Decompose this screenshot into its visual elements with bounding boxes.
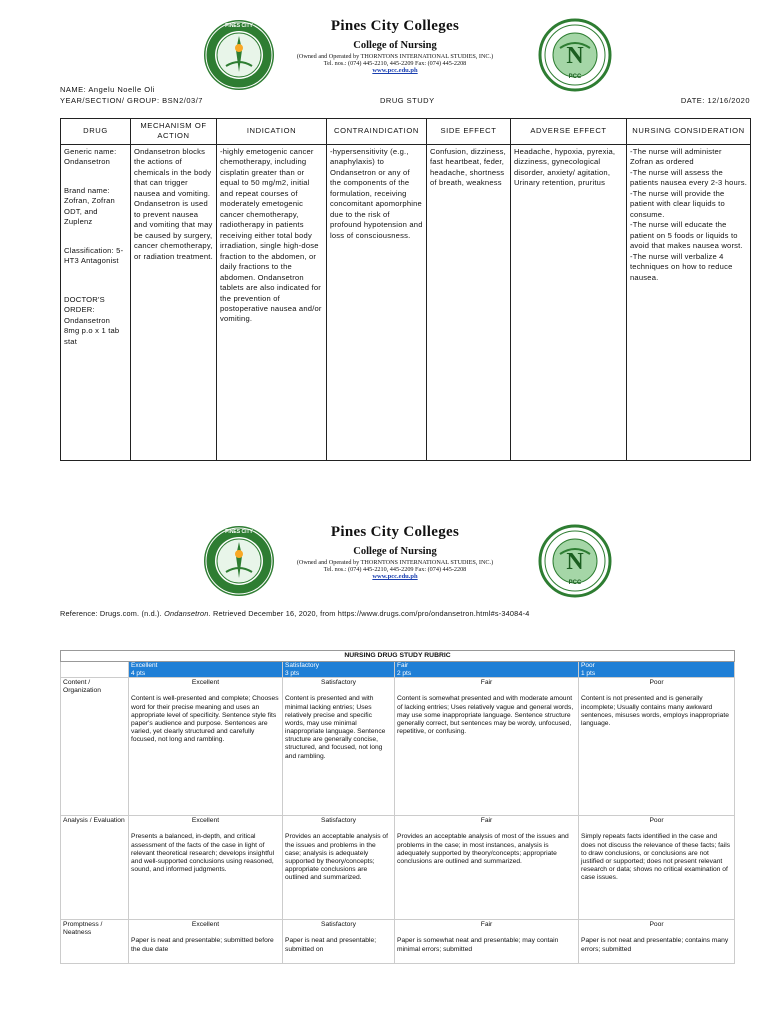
classification: Classification: 5-HT3 Antagonist	[64, 245, 124, 266]
student-name: NAME: Angelu Noelle Oli	[60, 85, 155, 94]
reference-citation	[60, 609, 530, 618]
reference-prefix: Reference: Drugs.com. (n.d.).	[60, 609, 165, 618]
reference-title: Ondansetron	[164, 609, 209, 618]
adverse-effect-cell: Headache, hypoxia, pyrexia, dizziness, gynecological disorder, anxiety/ agitation, Urinary retention, pruritus	[511, 144, 627, 460]
owned-by-text: (Owned and Operated by THORNTONS INTERNATIONAL STUDIES, INC.)	[296, 53, 494, 60]
college-of-nursing-logo	[538, 18, 612, 92]
col-header-nursing: NURSING CONSIDERATION	[627, 119, 751, 145]
mechanism-cell: Ondansetron blocks the actions of chemicals in the body that can trigger nausea and vomiting. Ondansetron is used to prevent nausea and vomiting that may be caused by surgery, cancer chemotherapy, or radiation treatment.	[131, 144, 217, 460]
svg-text:PINES CITY: PINES CITY	[225, 23, 253, 29]
rubric-cell: Excellent Paper is neat and presentable; submitted before the due date	[129, 920, 283, 964]
col-header-mechanism: MECHANISM OF ACTION	[131, 119, 217, 145]
rubric-title: NURSING DRUG STUDY RUBRIC	[61, 651, 735, 662]
rubric-table	[60, 650, 735, 964]
level-excellent: Excellent 4 pts	[129, 662, 283, 678]
document-date: DATE: 12/16/2020	[680, 96, 750, 105]
table-row	[61, 920, 735, 964]
rubric-cell: Fair Paper is somewhat neat and presentable; may contain minimal errors; submitted	[395, 920, 579, 964]
contact-numbers: Tel. nos.: (074) 445-2210, 445-2209 Fax: (074) 445-2208	[323, 566, 467, 573]
website-link[interactable]: www.pcc.edu.ph	[372, 573, 418, 580]
year-section-group: YEAR/SECTION/ GROUP: BSN2/03/7	[60, 96, 203, 105]
meta-row	[60, 96, 750, 105]
brand-name: Brand name: Zofran, Zofran ODT, and Zuplenz	[64, 185, 115, 227]
generic-name: Generic name: Ondansetron	[64, 146, 117, 167]
doctors-order: DOCTOR'S ORDER: Ondansetron 8mg p.o x 1 tab stat	[64, 294, 120, 346]
department-name: College of Nursing	[353, 40, 437, 51]
svg-text:N: N	[566, 43, 584, 69]
drug-study-table	[60, 118, 751, 461]
document-title: DRUG STUDY	[380, 96, 435, 105]
page-header-2	[0, 518, 768, 608]
col-header-side-effect: SIDE EFFECT	[427, 119, 511, 145]
drug-cell	[61, 144, 131, 460]
rubric-cell: Poor Simply repeats facts identified in the case and does not discuss the relevance of these facts; fails to draw conclusions, or conclusions are not justified or supported; does not present relevant research or data; shows no critical examination of case issues.	[579, 816, 735, 920]
col-header-adverse-effect: ADVERSE EFFECT	[511, 119, 627, 145]
table-row	[61, 678, 735, 816]
table-row	[61, 816, 735, 920]
svg-text:PCC: PCC	[568, 580, 582, 586]
department-name: College of Nursing	[353, 546, 437, 557]
rubric-cell: Satisfactory Provides an acceptable analysis of the issues and problems in the case; analysis is adequately supported by theory/concepts; appropriate conclusions are outlined and summarized.	[283, 816, 395, 920]
nursing-item: -The nurse will administer Zofran as ordered	[630, 146, 722, 167]
criterion-label: Analysis / Evaluation	[61, 816, 129, 920]
college-of-nursing-logo	[538, 524, 612, 598]
rubric-levels-row	[61, 662, 735, 678]
rubric-cell: Fair Content is somewhat presented and with moderate amount of lacking entries; Uses relatively vague and general words, may use some inappropriate language. Sentence structure generally correct, but sentences may be wordy, unfocused, repetitive, or confusing.	[395, 678, 579, 816]
college-name: Pines City Colleges	[330, 18, 460, 34]
level-fair: Fair 2 pts	[395, 662, 579, 678]
reference-suffix: . Retrieved December 16, 2020, from https://www.drugs.com/pro/ondansetron.html#s-34084-4	[208, 609, 530, 618]
rubric-title-row	[61, 651, 735, 662]
level-poor: Poor 1 pts	[579, 662, 735, 678]
rubric-cell: Satisfactory Content is presented and with minimal lacking entries; Uses relatively precise and specific words, may use minimal inappropriate language. Sentence structure are generally concise, structured, and focused, not long and rambling.	[283, 678, 395, 816]
nursing-item: -The nurse will educate the patient on 5 foods or liquids to avoid that makes nausea worst.	[630, 220, 743, 251]
contraindication-cell: -hypersensitivity (e.g., anaphylaxis) to Ondansetron or any of the components of the formulation, receiving concomitant apomorphine due to the risk of profound hypotension and loss of consciousness.	[327, 144, 427, 460]
table-row	[61, 144, 751, 460]
nursing-cell	[627, 144, 751, 460]
col-header-indication: INDICATION	[217, 119, 327, 145]
rubric-cell: Poor Paper is not neat and presentable; contains many errors; submitted	[579, 920, 735, 964]
contact-numbers: Tel. nos.: (074) 445-2210, 445-2209 Fax: (074) 445-2208	[323, 60, 467, 67]
rubric-cell: Poor Content is not presented and is generally incomplete; Usually contains many awkward sentences, misuses words, employs inappropriate language.	[579, 678, 735, 816]
table-header-row	[61, 119, 751, 145]
owned-by-text: (Owned and Operated by THORNTONS INTERNATIONAL STUDIES, INC.)	[296, 559, 494, 566]
nursing-item: -The nurse will verbalize 4 techniques on how to reduce nausea.	[630, 251, 733, 282]
college-name: Pines City Colleges	[330, 524, 460, 540]
rubric-cell: Excellent Presents a balanced, in-depth, and critical assessment of the facts of the case in light of relevant theoretical research; develops insightful and well-supported conclusions using reasoned, sound, and informed judgments.	[129, 816, 283, 920]
nursing-item: -The nurse will assess the patients nausea every 2-3 hours.	[630, 167, 747, 188]
rubric-cell: Excellent Content is well-presented and complete; Chooses word for their precise meaning and uses an appropriate level of specificity. Sentence style fits paper's audience and purpose. Sentences are varied, yet clearly structured and carefully focused, not long and rambling.	[129, 678, 283, 816]
website-link[interactable]: www.pcc.edu.ph	[372, 67, 418, 74]
col-header-contraindication: CONTRAINDICATION	[327, 119, 427, 145]
level-satisfactory: Satisfactory 3 pts	[283, 662, 395, 678]
svg-text:N: N	[566, 549, 584, 575]
criterion-label: Promptness / Neatness	[61, 920, 129, 964]
nursing-item: -The nurse will provide the patient with clear liquids to consume.	[630, 188, 725, 219]
svg-text:PCC: PCC	[568, 74, 582, 80]
rubric-cell: Fair Provides an acceptable analysis of most of the issues and problems in the case; in most instances, analysis is adequately supported by theory/concepts; appropriate conclusions are outlined and summarized.	[395, 816, 579, 920]
col-header-drug: DRUG	[61, 119, 131, 145]
svg-text:PINES CITY: PINES CITY	[225, 529, 253, 535]
indication-cell: -highly emetogenic cancer chemotherapy, including cisplatin greater than or equal to 50 mg/m2, initial and repeat courses of moderately emetogenic cancer chemotherapy, radiotherapy in patients receiving either total body irradiation, single high-dose fraction to the abdomen, or daily fractions to the abdomen. Ondansetron tablets are also indicated for the prevention of postoperative nausea and/or vomiting.	[217, 144, 327, 460]
rubric-cell: Satisfactory Paper is neat and presentable; submitted on	[283, 920, 395, 964]
rubric-empty-cell	[61, 662, 129, 678]
side-effect-cell: Confusion, dizziness, fast heartbeat, feder, headache, shortness of breath, weakness	[427, 144, 511, 460]
criterion-label: Content / Organization	[61, 678, 129, 816]
